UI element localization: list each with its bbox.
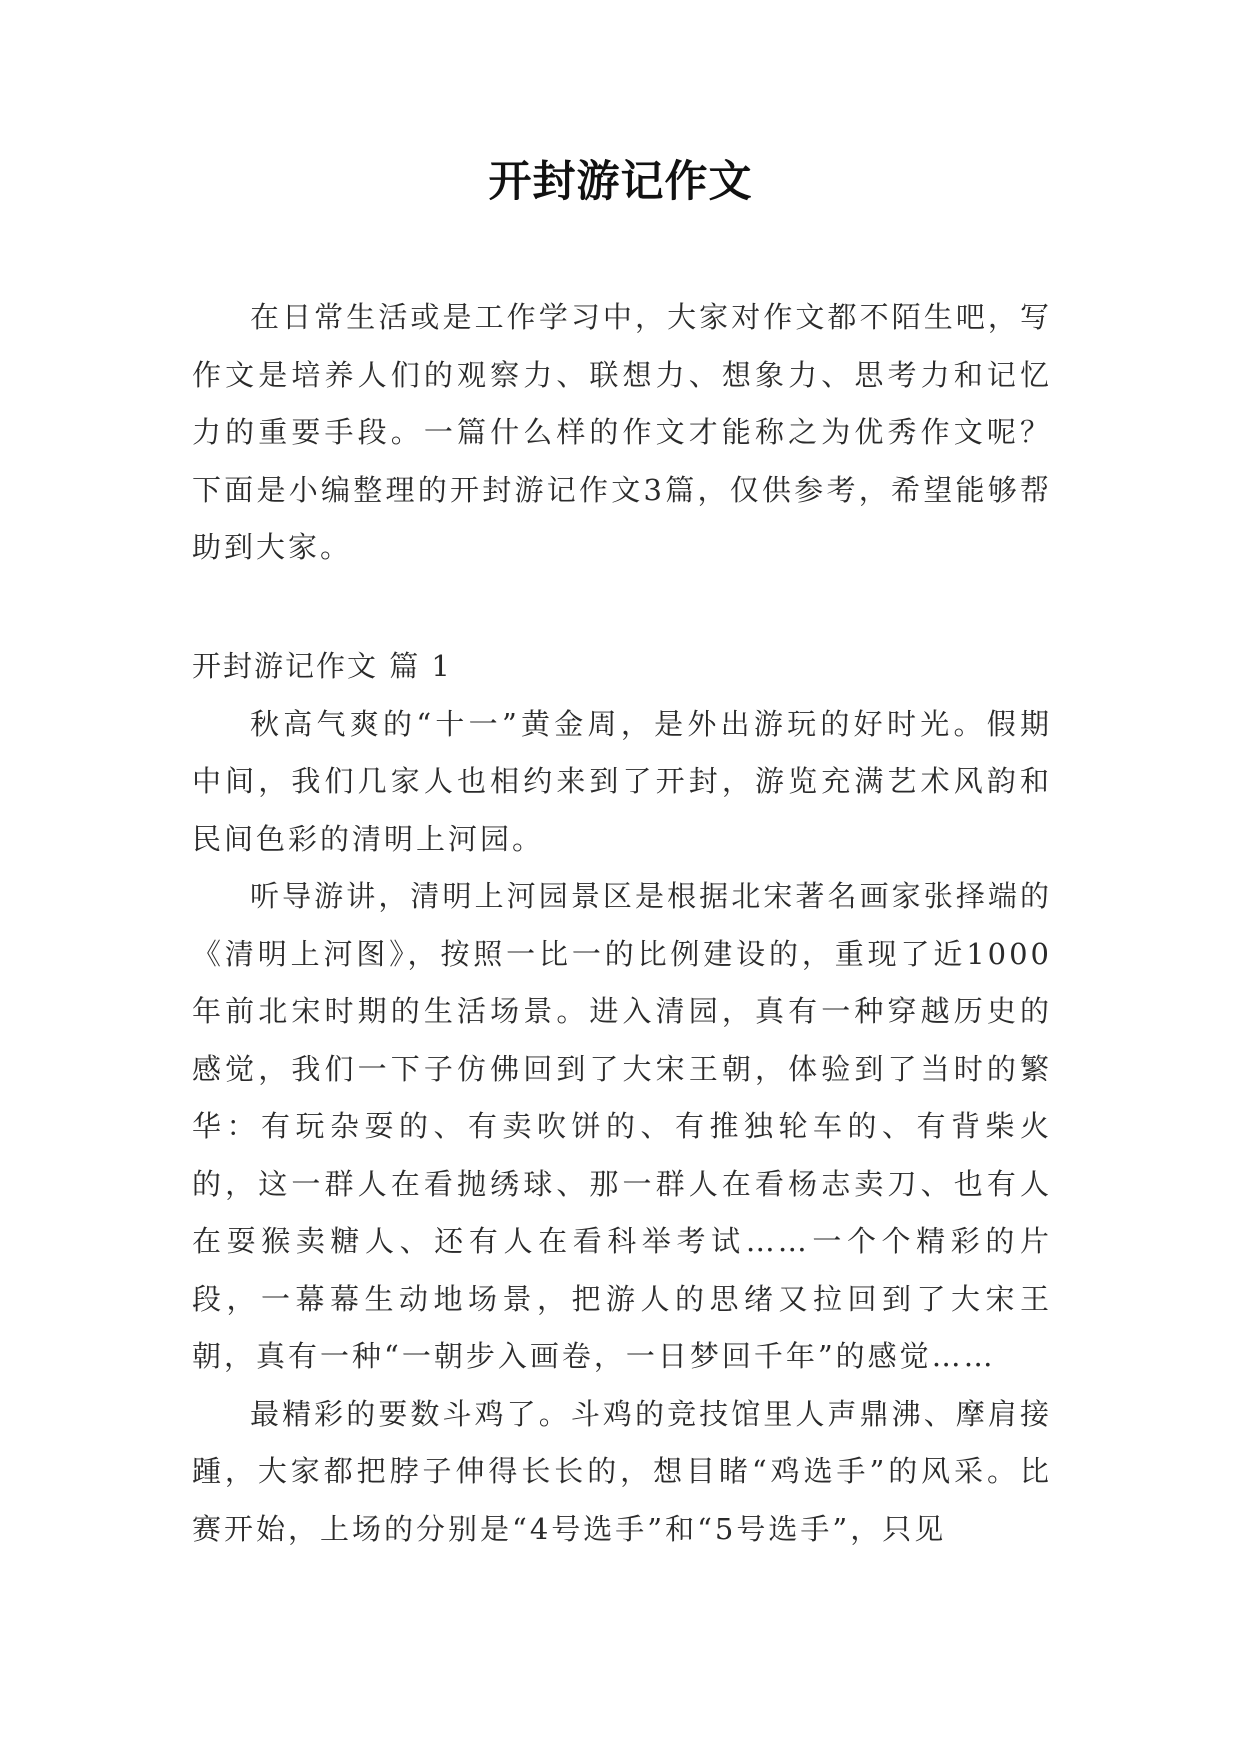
- body-paragraph-3: 最精彩的要数斗鸡了。斗鸡的竞技馆里人声鼎沸、摩肩接踵，大家都把脖子伸得长长的，想目睹“鸡选手”的风采。比赛开始，上场的分别是“4号选手”和“5号选手”，只见: [192, 1396, 1052, 1546]
- document-title: 开封游记作文: [488, 157, 753, 207]
- body-paragraph-2: 听导游讲，清明上河园景区是根据北宋著名画家张择端的《清明上河图》，按照一比一的比例建设的，重现了近1000年前北宋时期的生活场景。进入清园，真有一种穿越历史的感觉，我们一下子仿佛回到了大宋王朝，体验到了当时的繁华：有玩杂耍的、有卖吹饼的、有推独轮车的、有背柴火的，这一群人在看抛绣球、那一群人在看杨志卖刀、也有人在耍猴卖糖人、还有人在看科举考试……一个个精彩的片段，一幕幕生动地场景，把游人的思绪又拉回到了大宋王朝，真有一种“一朝步入画卷，一日梦回千年”的感觉……: [192, 879, 1052, 1373]
- intro-paragraph: 在日常生活或是工作学习中，大家对作文都不陌生吧，写作文是培养人们的观察力、联想力、想象力、思考力和记忆力的重要手段。一篇什么样的作文才能称之为优秀作文呢？下面是小编整理的开封游记作文3篇，仅供参考，希望能够帮助到大家。: [192, 300, 1052, 564]
- article-block: [192, 638, 1052, 1558]
- body-paragraph-1: 秋高气爽的“十一”黄金周，是外出游玩的好时光。假期中间，我们几家人也相约来到了开封，游览充满艺术风韵和民间色彩的清明上河园。: [192, 706, 1052, 856]
- intro-block: [192, 289, 1052, 577]
- section-heading: 开封游记作文 篇 1: [192, 649, 452, 683]
